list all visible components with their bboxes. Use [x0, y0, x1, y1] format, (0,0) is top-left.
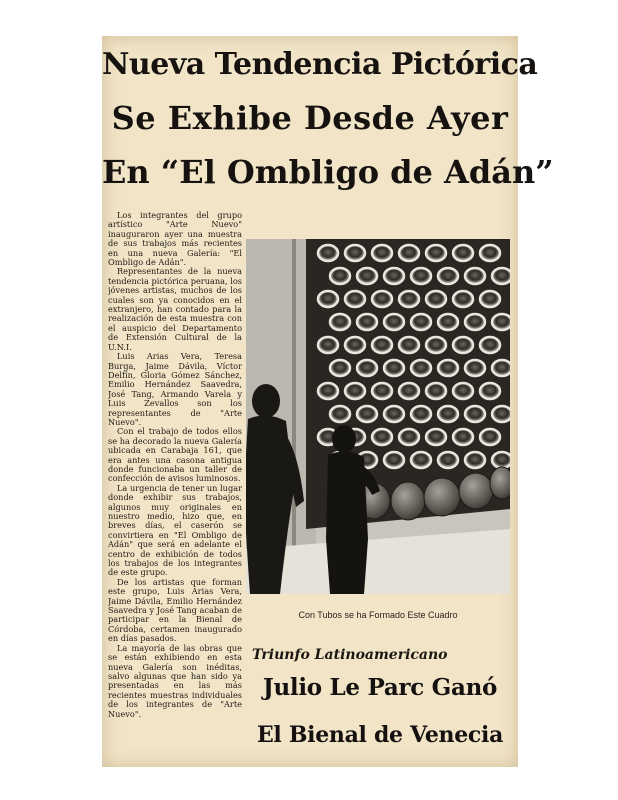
tube-ring	[411, 360, 431, 376]
tube-ring	[480, 429, 500, 445]
tube-ring	[411, 406, 431, 422]
artwork-photo	[246, 239, 510, 594]
second-article-headline-line-1: Julio Le Parc Ganó	[262, 674, 498, 701]
tube-ring	[330, 314, 350, 330]
tube-ring	[465, 452, 485, 468]
newspaper-clipping	[102, 36, 554, 767]
photo-caption: Con Tubos se ha Formado Este Cuadro	[298, 610, 458, 620]
tube-ring	[480, 245, 500, 261]
article-paragraph: La mayoría de las obras que se están exhibiendo en esta nueva Galería son inéditas, salvo algunas que han sido ya presentadas en las más recientes muestras individuales de los integrantes de "Arte Nuevo".	[108, 642, 242, 719]
tube-ring	[438, 406, 458, 422]
tube-ring	[480, 291, 500, 307]
tube-ring	[372, 245, 392, 261]
tube-ring	[492, 360, 510, 376]
tube-ring	[453, 291, 473, 307]
tube-ring	[411, 314, 431, 330]
tube-ring	[318, 383, 338, 399]
tube-ring	[399, 337, 419, 353]
tube-ring	[453, 429, 473, 445]
tube-ring	[399, 291, 419, 307]
tube-ring	[411, 268, 431, 284]
tube-ring	[357, 406, 377, 422]
tube-ring	[318, 291, 338, 307]
tube-ring	[480, 337, 500, 353]
tube-ring	[384, 452, 404, 468]
tube-ring	[399, 383, 419, 399]
tube-ring	[492, 268, 510, 284]
tube-ring	[426, 429, 446, 445]
tube-ring	[345, 291, 365, 307]
tube-ring	[411, 452, 431, 468]
tube-ring	[453, 383, 473, 399]
tube-ring	[357, 360, 377, 376]
artwork-photo-illustration	[246, 239, 510, 594]
tube-ring	[384, 314, 404, 330]
tube-ring	[384, 268, 404, 284]
headline-line-3: En “El Ombligo de Adán”	[102, 153, 554, 191]
tube-ring	[372, 291, 392, 307]
tube-ring	[438, 314, 458, 330]
tube-ring	[426, 337, 446, 353]
tube-ring	[399, 429, 419, 445]
tube-ring	[465, 360, 485, 376]
article-body-column	[108, 211, 242, 759]
tube-ring	[372, 429, 392, 445]
tube-ring	[480, 383, 500, 399]
tube-ring	[345, 245, 365, 261]
tube-ring	[492, 314, 510, 330]
headline-line-1: Nueva Tendencia Pictórica	[102, 47, 538, 82]
tube-ring	[372, 383, 392, 399]
article-paragraph: La urgencia de tener un lugar donde exhibir sus trabajos, algunos muy originales en nuestro medio, hizo que, en breves días, el caserón se convirtiera en "El Ombligo de Adán" que será en adelante el centro de exhibición de todos los trabajos de los integrantes de este grupo.	[108, 482, 242, 578]
tube-ring	[384, 406, 404, 422]
tube-ring	[330, 406, 350, 422]
tube-ring	[372, 337, 392, 353]
tube-ring	[318, 337, 338, 353]
article-paragraph: De los artistas que forman este grupo, Luis Arias Vera, Jaime Dávila, Emilio Hernández Saavedra y José Tang acaban de participar en la Bienal de Córdoba, certamen inaugurado en días pasados.	[108, 576, 242, 644]
second-article-headline-line-2: El Bienal de Venecia	[256, 722, 504, 748]
tube-ring	[330, 360, 350, 376]
tube-ring	[345, 383, 365, 399]
tube-ring	[438, 360, 458, 376]
tube-ring	[357, 314, 377, 330]
tube-ring	[453, 337, 473, 353]
tube-ring	[492, 452, 510, 468]
tube-ring	[426, 245, 446, 261]
tube-ring	[318, 245, 338, 261]
tube-ring	[426, 383, 446, 399]
tube-ring	[330, 268, 350, 284]
tube-ring	[438, 268, 458, 284]
tube-ring	[399, 245, 419, 261]
tube-ring	[453, 245, 473, 261]
tube-ring	[465, 406, 485, 422]
headline-line-2: Se Exhibe Desde Ayer	[111, 99, 509, 137]
tube-ring	[465, 314, 485, 330]
tube-ring	[357, 268, 377, 284]
article-paragraph: Con el trabajo de todos ellos se ha decorado la nueva Galería ubicada en Carabaja 161, que era antes una casona antigua donde funcionaba un taller de confección de avisos luminosos.	[108, 426, 242, 484]
tube-ring	[465, 268, 485, 284]
tube-ring	[438, 452, 458, 468]
tube-ring	[492, 406, 510, 422]
second-article-kicker: Triunfo Latinoamericano	[252, 647, 448, 663]
tube-ring	[345, 337, 365, 353]
article-paragraph: Los integrantes del grupo artístico "Arte Nuevo" inauguraron ayer una muestra de sus trabajos más recientes en una nueva Galería: "El Ombligo de Adán".	[108, 211, 242, 268]
article-paragraph: Luis Arias Vera, Teresa Burga, Jaime Dávila, Víctor Delfín, Gloria Gómez Sánchez, Emilio Hernández Saavedra, José Tang, Armando Varela y Luis Zevallos son los representantes de "Arte Nuevo".	[108, 351, 242, 427]
tube-ring	[384, 360, 404, 376]
tube-ring	[426, 291, 446, 307]
article-paragraph: Representantes de la nueva tendencia pictórica peruana, los jóvenes artistas, muchos de los cuales son ya conocidos en el extranjero, han contado para la realización de esta muestra con el auspicio del Departamento de Extensión Cultural de la U.N.I.	[108, 266, 242, 352]
